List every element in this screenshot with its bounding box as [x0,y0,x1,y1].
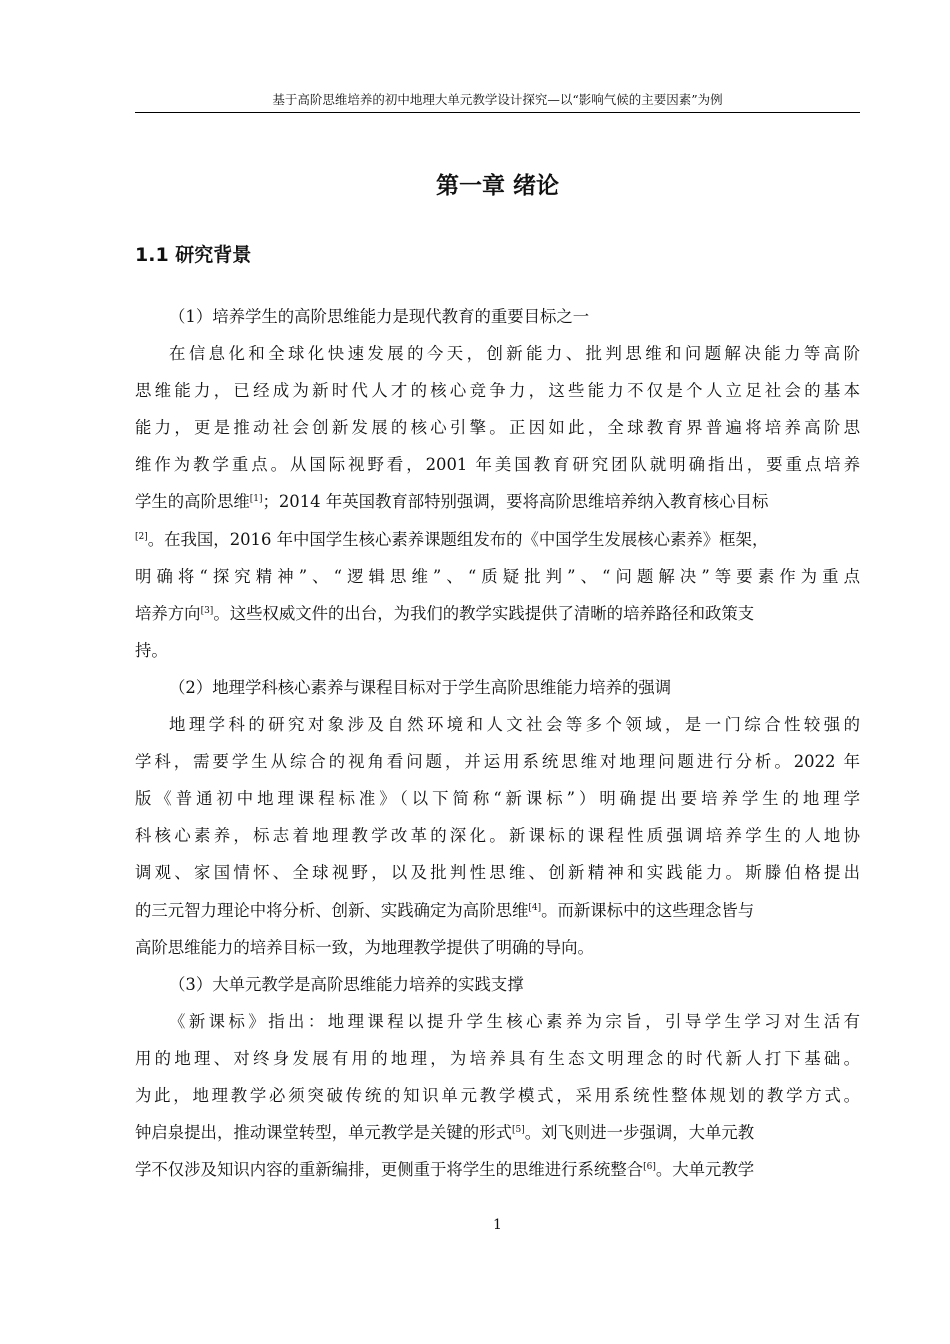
paragraph-line: 地理学科的研究对象涉及自然环境和人文社会等多个领域，是一门综合性较强的 [169,715,860,735]
paragraph-line [135,521,860,558]
paragraph-line: 为此，地理教学必须突破传统的知识单元教学模式，采用系统性整体规划的教学方式。 [135,1085,860,1105]
text-span: 学生的高阶思维 [135,492,250,512]
text-span: 。而新课标中的这些理念皆与 [541,900,755,920]
subheading-1: （1）培养学生的高阶思维能力是现代教育的重要目标之一 [169,307,590,326]
paragraph-line: 高阶思维能力的培养目标一致，为地理教学提供了明确的导向。 [135,937,594,957]
paragraph-line [135,892,860,929]
paragraph-line: 《新课标》指出：地理课程以提升学生核心素养为宗旨，引导学生学习对生活有 [169,1011,860,1031]
text-span: 的三元智力理论中将分析、创新、实践确定为高阶思维 [135,900,529,920]
subheading-3: （3）大单元教学是高阶思维能力培养的实践支撑 [169,974,524,994]
text-span: 。这些权威文件的出台，为我们的教学实践提供了清晰的培养路径和政策支 [213,603,755,623]
paragraph-line: 能力，更是推动社会创新发展的核心引擎。正因如此，全球教育界普遍将培养高阶思 [135,418,860,438]
running-header: 基于高阶思维培养的初中地理大单元教学设计探究—以“影响气候的主要因素”为例 [272,92,723,107]
text-span: 。大单元教学 [655,1160,755,1180]
citation-4: [4] [528,902,542,913]
section-heading: 1.1 研究背景 [135,244,252,266]
text-span: 。刘飞则进一步强调，大单元教 [524,1123,755,1143]
paragraph-line: 明确将“探究精神”、“逻辑思维”、“质疑批判”、“问题解决”等要素作为重点 [135,566,860,586]
text-span: ；2014 年英国教育部特别强调，要将高阶思维培养纳入教育核心目标 [262,492,769,512]
paragraph-line: 学科，需要学生从综合的视角看问题，并运用系统思维对地理问题进行分析。2022 年 [135,752,860,772]
citation-3: [3] [200,605,214,616]
paragraph-line [135,1114,860,1151]
citation-5: [5] [511,1125,525,1136]
paragraph-line [135,483,860,520]
paragraph-line: 版《普通初中地理课程标准》（以下简称“新课标”）明确提出要培养学生的地理学 [135,789,860,809]
paragraph-line [135,595,860,632]
text-span: 学不仅涉及知识内容的重新编排，更侧重于将学生的思维进行系统整合 [135,1160,644,1180]
text-span: 培养方向 [135,603,201,623]
paragraph-line: 科核心素养，标志着地理教学改革的深化。新课标的课程性质强调培养学生的人地协 [135,826,860,846]
text-span: 钟启泉提出，推动课堂转型，单元教学是关键的形式 [135,1123,512,1143]
paragraph-line: 思维能力，已经成为新时代人才的核心竞争力，这些能力不仅是个人立足社会的基本 [135,381,860,401]
citation-1: [1] [249,494,263,505]
body-text [135,298,860,1188]
chapter-title: 第一章 绪论 [435,173,559,199]
paragraph-line: 调观、家国情怀、全球视野，以及批判性思维、创新精神和实践能力。斯滕伯格提出 [135,863,860,883]
subheading-2: （2）地理学科核心素养与课程目标对于学生高阶思维能力培养的强调 [169,677,672,697]
page-number: 1 [493,1217,502,1233]
paragraph-line [135,1151,860,1188]
citation-2: [2] [135,531,148,542]
paragraph-line: 维作为教学重点。从国际视野看，2001 年美国教育研究团队就明确指出，要重点培养 [135,455,860,475]
citation-6: [6] [643,1162,656,1173]
paragraph-line: 持。 [135,640,168,660]
paragraph-line: 用的地理、对终身发展有用的地理，为培养具有生态文明理念的时代新人打下基础。 [135,1048,860,1068]
paragraph-line: 在信息化和全球化快速发展的今天，创新能力、批判思维和问题解决能力等高阶 [169,344,860,364]
text-span: 。在我国，2016 年中国学生核心素养课题组发布的《中国学生发展核心素养》框架， [147,529,769,549]
header-divider [135,112,860,113]
